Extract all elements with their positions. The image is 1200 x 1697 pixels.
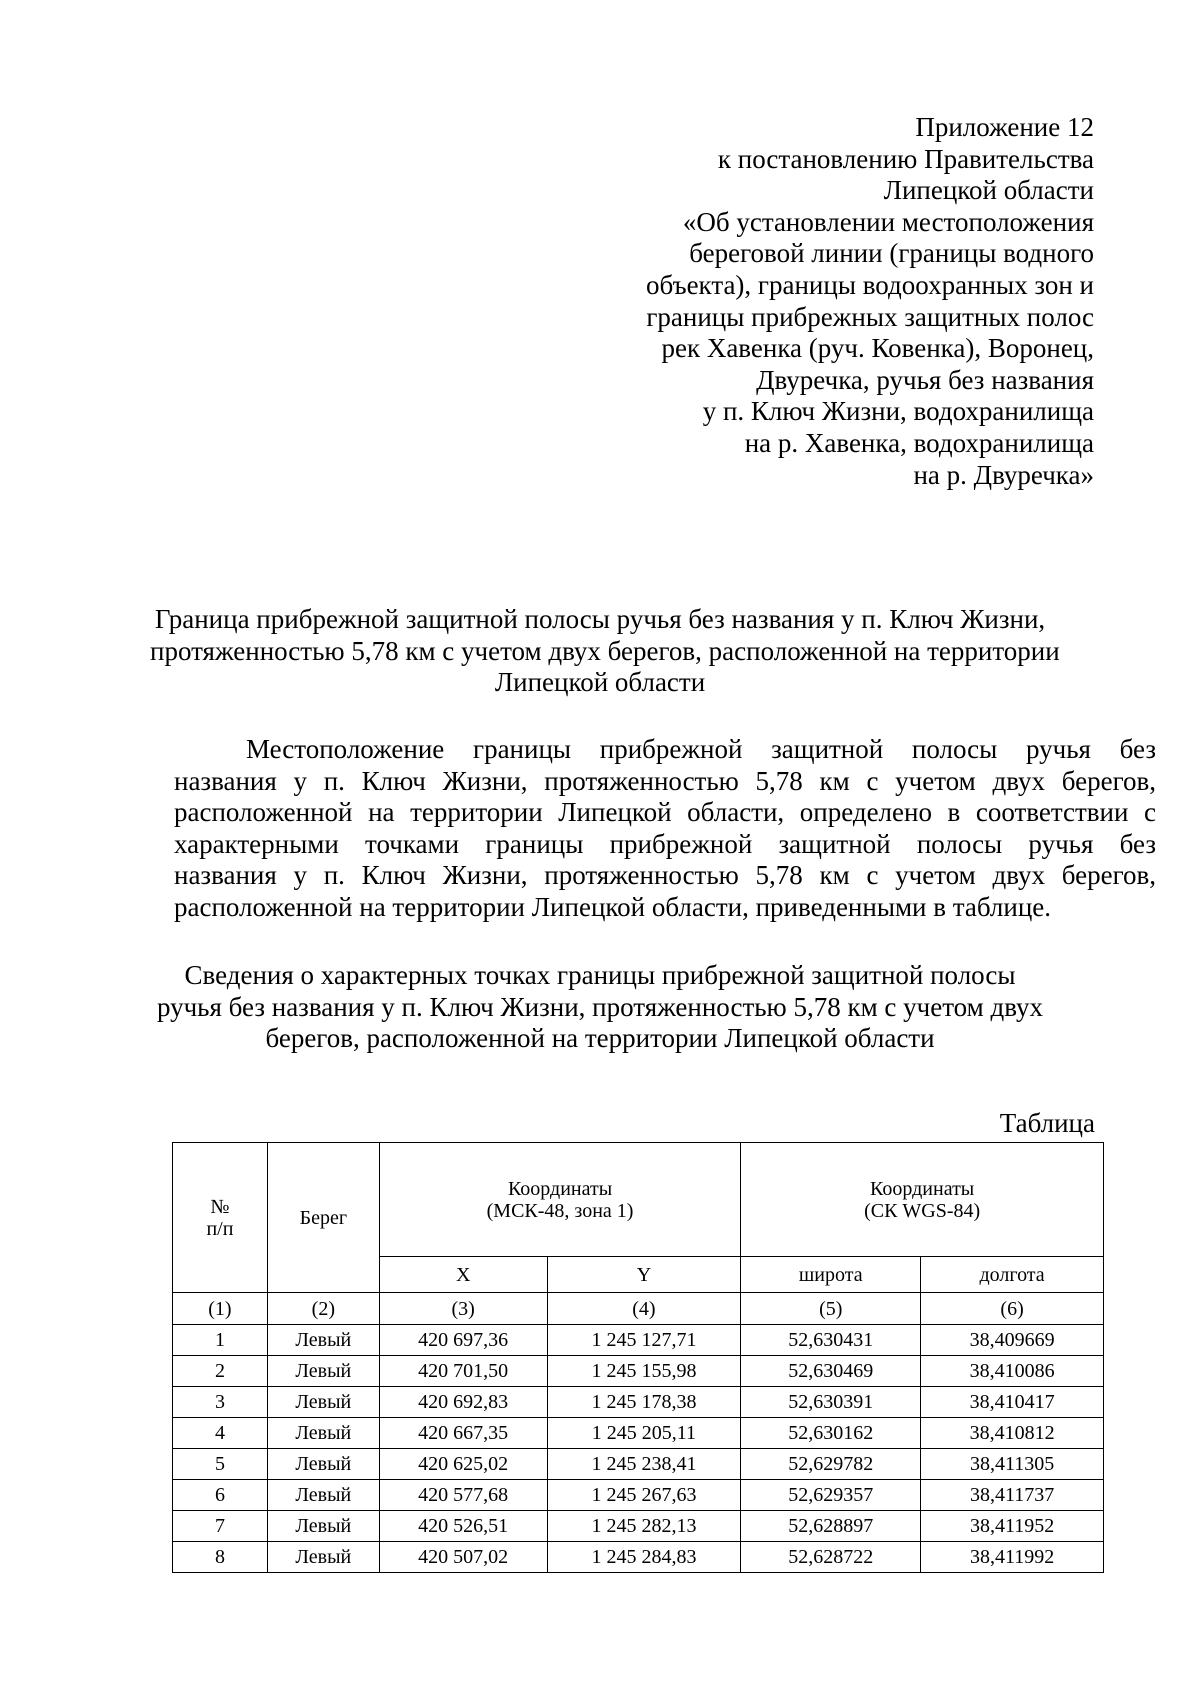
cell-num: 8 (173, 1542, 268, 1573)
column-number: (6) (921, 1293, 1104, 1325)
table-row (173, 1418, 1104, 1449)
appendix-line: береговой линии (границы водного (689, 238, 1094, 269)
cell-num: 2 (173, 1356, 268, 1387)
table-row (173, 1480, 1104, 1511)
cell-num: 3 (173, 1387, 268, 1418)
table-caption (150, 960, 1050, 1055)
cell-num: 5 (173, 1449, 268, 1480)
cell-y: 1 245 205,11 (547, 1418, 741, 1449)
header-bank: Берег (267, 1143, 379, 1293)
cell-lat: 52,628722 (741, 1542, 921, 1573)
column-number: (1) (173, 1293, 268, 1325)
cell-lon: 38,409669 (921, 1325, 1104, 1356)
cell-lon: 38,411737 (921, 1480, 1104, 1511)
cell-x: 420 667,35 (379, 1418, 547, 1449)
column-number: (4) (547, 1293, 741, 1325)
table-label: Таблица (999, 1108, 1095, 1138)
cell-lon: 38,410812 (921, 1418, 1104, 1449)
cell-bank: Левый (267, 1387, 379, 1418)
cell-x: 420 507,02 (379, 1542, 547, 1573)
cell-x: 420 692,83 (379, 1387, 547, 1418)
appendix-line: границы прибрежных защитных полос (646, 301, 1094, 332)
cell-lat: 52,630162 (741, 1418, 921, 1449)
appendix-line: к постановлению Правительства (717, 143, 1094, 174)
document-title (150, 604, 1060, 699)
cell-y: 1 245 178,38 (547, 1387, 741, 1418)
cell-lat: 52,629782 (741, 1449, 921, 1480)
column-number: (3) (379, 1293, 547, 1325)
table-row (173, 1325, 1104, 1356)
appendix-line: рек Хавенка (руч. Ковенка), Воронец, (661, 333, 1094, 364)
appendix-line: Двуречка, ручья без названия (756, 364, 1094, 395)
cell-lat: 52,630431 (741, 1325, 921, 1356)
title-line: Липецкой области (494, 667, 706, 697)
appendix-line: у п. Ключ Жизни, водохранилища (702, 396, 1094, 427)
cell-num: 7 (173, 1511, 268, 1542)
cell-lon: 38,411952 (921, 1511, 1104, 1542)
cell-num: 1 (173, 1325, 268, 1356)
body-paragraph (174, 734, 1156, 924)
paragraph-line: характерными точками границы прибрежной защитной полосы ручья без (174, 828, 1156, 859)
cell-lat: 52,630469 (741, 1356, 921, 1387)
cell-num: 4 (173, 1418, 268, 1449)
column-numbers-row (173, 1293, 1104, 1325)
paragraph-line: названия у п. Ключ Жизни, протяженностью 5,78 км с учетом двух берегов, (174, 860, 1156, 891)
appendix-line: на р. Хавенка, водохранилища (744, 427, 1094, 458)
table-row (173, 1356, 1104, 1387)
caption-line: ручья без названия у п. Ключ Жизни, протяженностью 5,78 км с учетом двух (156, 991, 1044, 1022)
caption-line: Сведения о характерных точках границы прибрежной защитной полосы (184, 960, 1016, 990)
table-row (173, 1387, 1104, 1418)
column-number: (2) (267, 1293, 379, 1325)
appendix-header (646, 112, 1094, 491)
cell-bank: Левый (267, 1542, 379, 1573)
appendix-line: «Об установлении местоположения (682, 206, 1094, 237)
title-line: протяженностью 5,78 км с учетом двух берегов, расположенной на территории (150, 635, 1060, 666)
cell-bank: Левый (267, 1480, 379, 1511)
table-row (173, 1449, 1104, 1480)
header-y: Y (547, 1257, 741, 1293)
appendix-line: на р. Двуречка» (913, 459, 1094, 490)
paragraph-line: расположенной на территории Липецкой области, определено в соответствии с (174, 797, 1156, 828)
header-lat: широта (741, 1257, 921, 1293)
cell-num: 6 (173, 1480, 268, 1511)
paragraph-line: названия у п. Ключ Жизни, протяженностью 5,78 км с учетом двух берегов, (174, 765, 1156, 796)
cell-bank: Левый (267, 1449, 379, 1480)
header-msk: Координаты (МСК-48, зона 1) (379, 1143, 741, 1257)
title-line: Граница прибрежной защитной полосы ручья без названия у п. Ключ Жизни, (154, 604, 1046, 634)
cell-lon: 38,411305 (921, 1449, 1104, 1480)
cell-lon: 38,410417 (921, 1387, 1104, 1418)
cell-lon: 38,411992 (921, 1542, 1104, 1573)
appendix-line: Приложение 12 (915, 112, 1094, 142)
table-row (173, 1511, 1104, 1542)
cell-lat: 52,628897 (741, 1511, 921, 1542)
cell-lat: 52,629357 (741, 1480, 921, 1511)
cell-x: 420 526,51 (379, 1511, 547, 1542)
cell-lon: 38,410086 (921, 1356, 1104, 1387)
column-number: (5) (741, 1293, 921, 1325)
caption-line: берегов, расположенной на территории Липецкой области (265, 1023, 935, 1054)
header-lon: долгота (921, 1257, 1104, 1293)
header-x: X (379, 1257, 547, 1293)
cell-bank: Левый (267, 1356, 379, 1387)
cell-y: 1 245 127,71 (547, 1325, 741, 1356)
cell-x: 420 697,36 (379, 1325, 547, 1356)
cell-x: 420 701,50 (379, 1356, 547, 1387)
cell-x: 420 577,68 (379, 1480, 547, 1511)
table-row (173, 1542, 1104, 1573)
paragraph-line: Местоположение границы прибрежной защитной полосы ручья без (246, 734, 1156, 764)
cell-y: 1 245 284,83 (547, 1542, 741, 1573)
appendix-line: объекта), границы водоохранных зон и (646, 269, 1094, 300)
cell-x: 420 625,02 (379, 1449, 547, 1480)
cell-y: 1 245 238,41 (547, 1449, 741, 1480)
header-num: № п/п (173, 1143, 268, 1293)
cell-bank: Левый (267, 1418, 379, 1449)
cell-y: 1 245 282,13 (547, 1511, 741, 1542)
header-wgs: Координаты (СК WGS-84) (741, 1143, 1104, 1257)
cell-bank: Левый (267, 1325, 379, 1356)
paragraph-line: расположенной на территории Липецкой области, приведенными в таблице. (174, 891, 1052, 922)
cell-y: 1 245 155,98 (547, 1356, 741, 1387)
cell-y: 1 245 267,63 (547, 1480, 741, 1511)
coordinates-table (172, 1142, 1104, 1573)
cell-bank: Левый (267, 1511, 379, 1542)
appendix-line: Липецкой области (883, 175, 1094, 206)
cell-lat: 52,630391 (741, 1387, 921, 1418)
